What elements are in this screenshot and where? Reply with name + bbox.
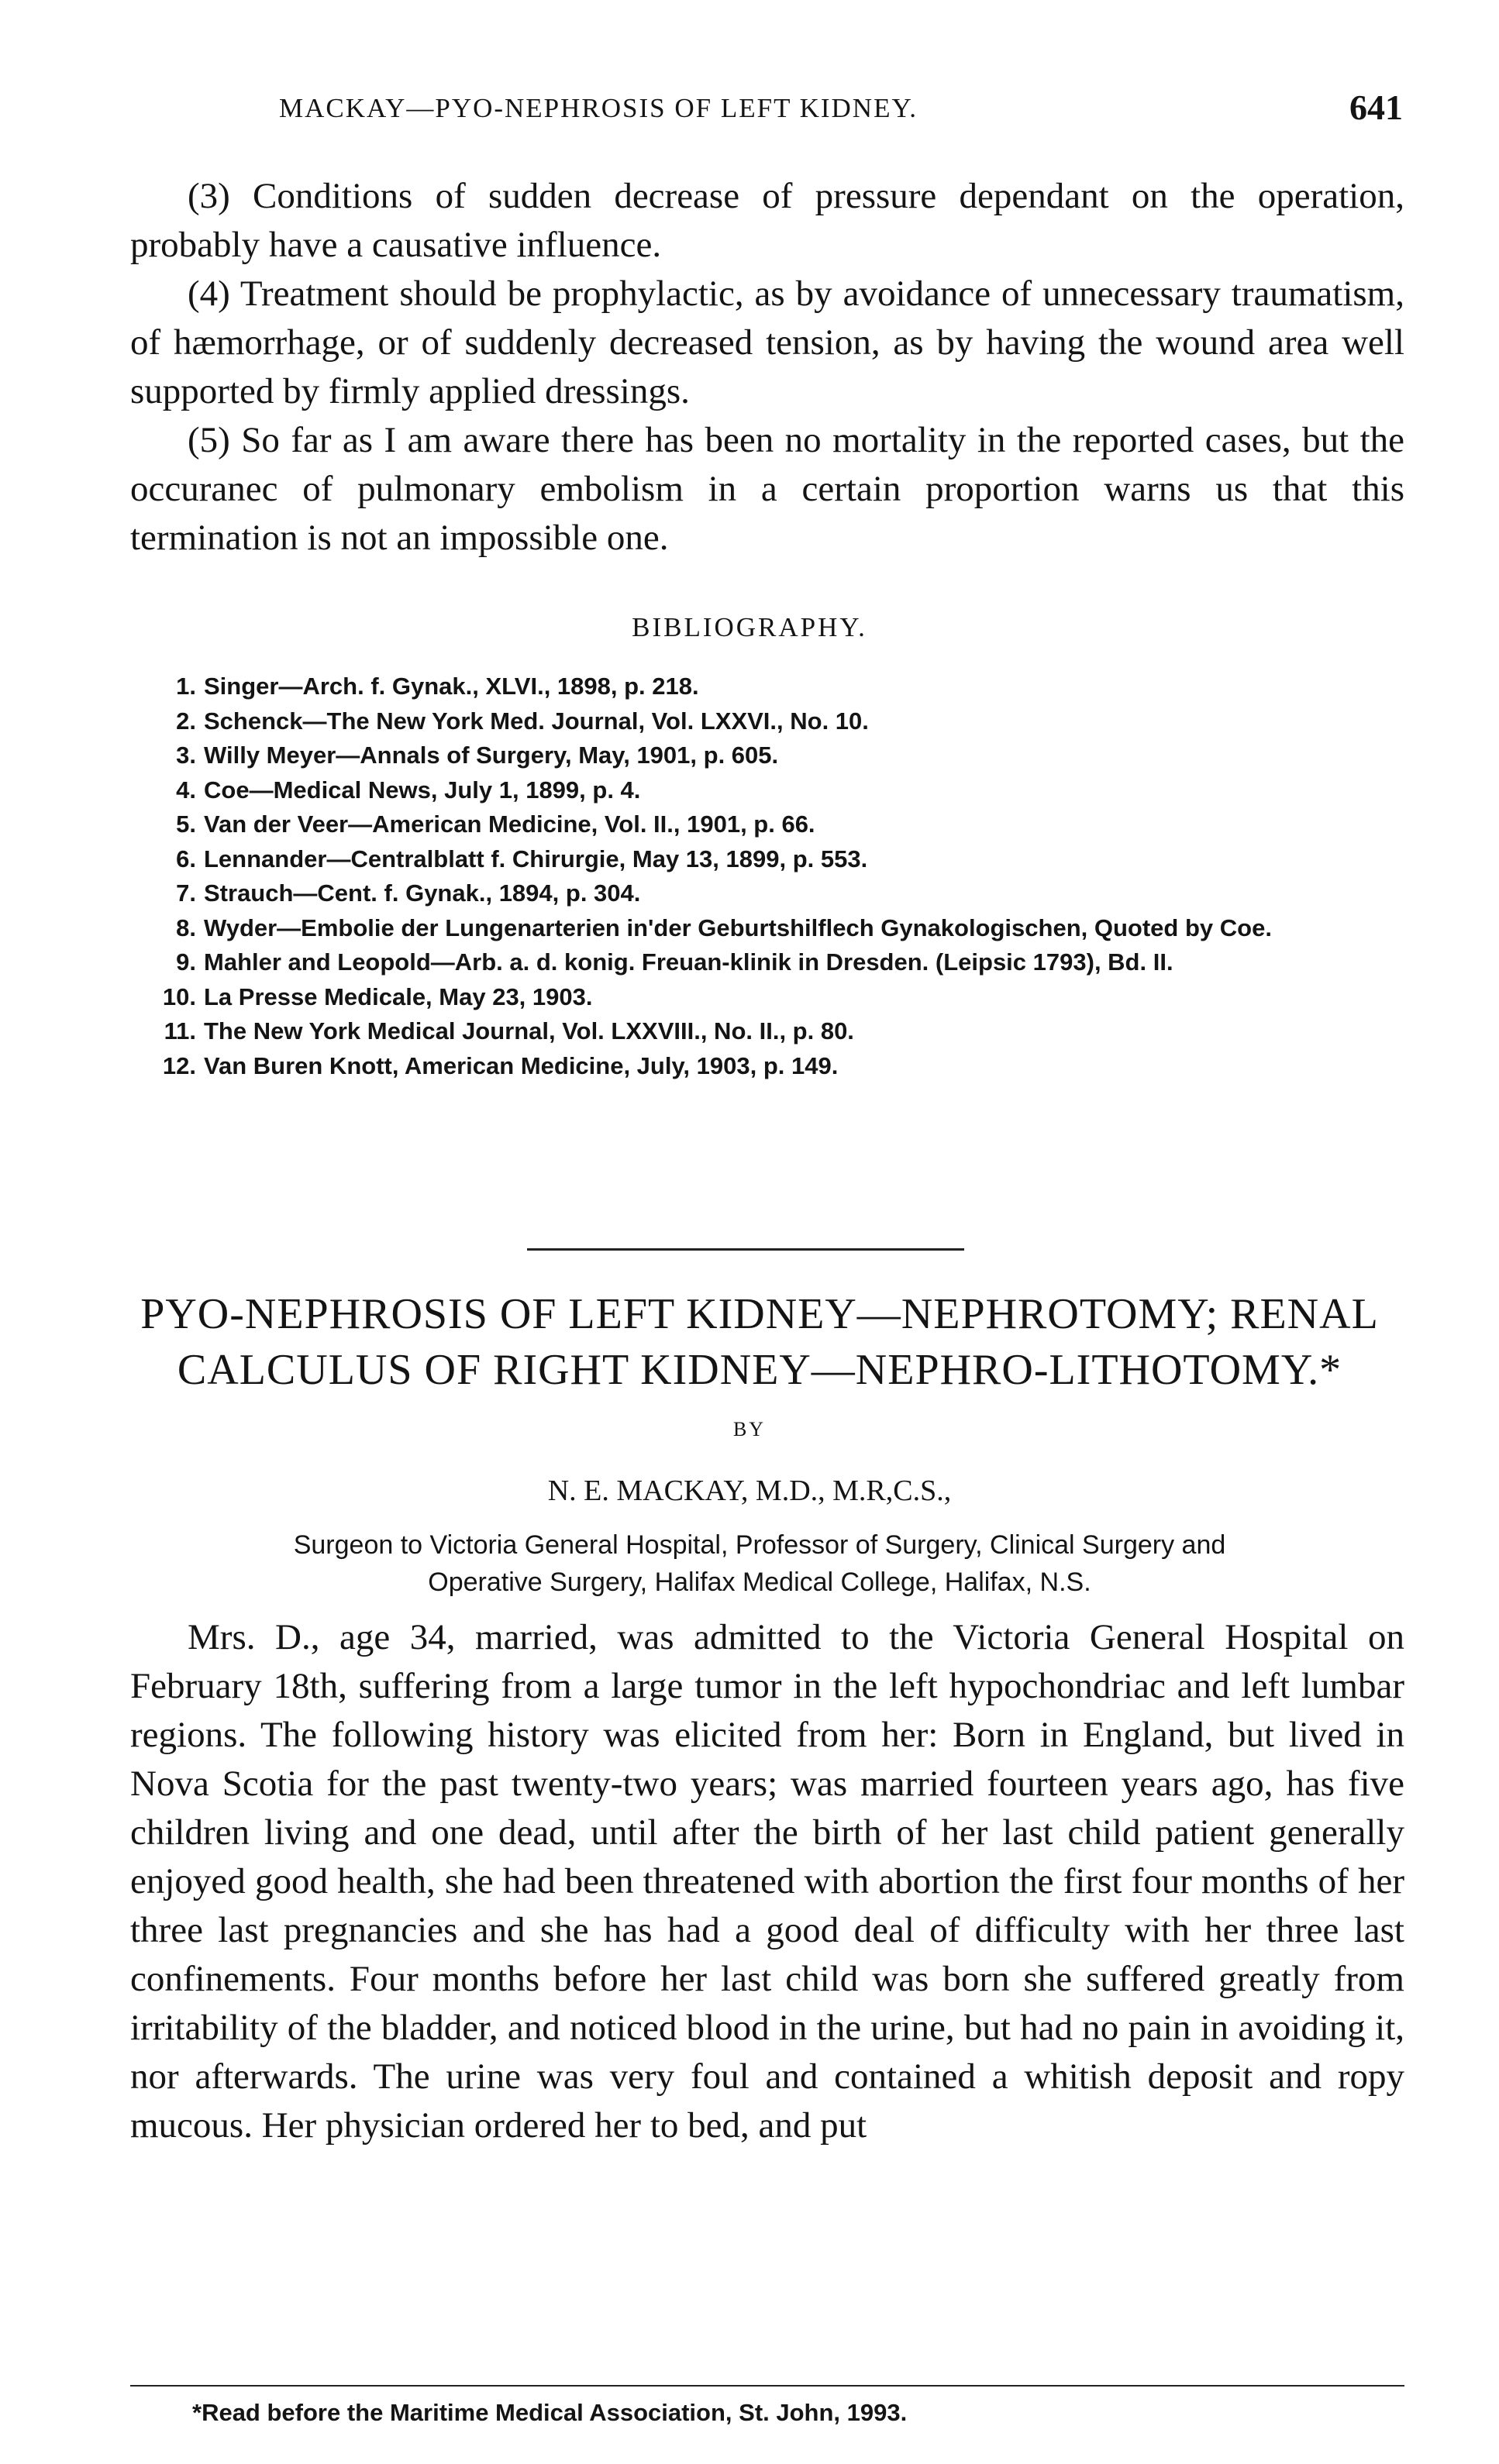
bibliography-text: Van Buren Knott, American Medicine, July, 1903, p. 149. — [204, 1051, 839, 1079]
section-divider — [527, 1248, 964, 1251]
bibliography-text: The New York Medical Journal, Vol. LXXVIII., No. II., p. 80. — [204, 1017, 854, 1044]
bibliography-item — [159, 842, 1407, 877]
conclusion-5: (5) So far as I am aware there has been no mortality in the reported cases, but the occuranec of pulmonary embolism in a certain proportion warns us that this termination is not an impossible one. — [130, 420, 1404, 558]
bibliography-item — [159, 738, 1407, 773]
article-title — [116, 1286, 1403, 1398]
bibliography-item — [159, 876, 1407, 911]
affiliation-line-1: Surgeon to Victoria General Hospital, Professor of Surgery, Clinical Surgery and — [293, 1530, 1226, 1560]
bibliography-number: 4. — [176, 776, 196, 804]
bibliography-number: 12. — [162, 1051, 196, 1079]
bibliography-number: 9. — [176, 948, 196, 976]
bibliography-list — [159, 669, 1407, 1083]
bibliography-item — [159, 945, 1407, 980]
bibliography-item — [159, 807, 1407, 842]
bibliography-number: 10. — [162, 983, 196, 1010]
affiliation-line-2: Operative Surgery, Halifax Medical College, Halifax, N.S. — [428, 1568, 1091, 1597]
article-body — [130, 1613, 1404, 2150]
bibliography-item — [159, 1049, 1407, 1084]
bibliography-text: Van der Veer—American Medicine, Vol. II., 1901, p. 66. — [204, 810, 815, 838]
byline-by: BY — [732, 1418, 767, 1440]
author-affiliation — [116, 1526, 1403, 1601]
conclusions — [130, 172, 1404, 563]
bibliography-item — [159, 980, 1407, 1015]
conclusion-3: (3) Conditions of sudden decrease of pressure dependant on the operation, probably have a causative influence. — [130, 176, 1404, 265]
bibliography-heading: BIBLIOGRAPHY. — [632, 612, 867, 642]
bibliography-number: 11. — [164, 1017, 196, 1044]
bibliography-number: 6. — [176, 845, 196, 872]
bibliography-item — [159, 1014, 1407, 1049]
conclusion-4: (4) Treatment should be prophylactic, as by avoidance of unnecessary traumatism, of hæmorrhage, or of suddenly decreased tension, as by having the wound area well supported by firmly applied dressings. — [130, 274, 1404, 411]
bibliography-text: Schenck—The New York Med. Journal, Vol. LXXVI., No. 10. — [204, 707, 869, 735]
bibliography-number: 3. — [176, 742, 196, 769]
article-title-line-2: CALCULUS OF RIGHT KIDNEY—NEPHRO-LITHOTOMY.* — [177, 1346, 1342, 1394]
bibliography-number: 8. — [176, 914, 196, 941]
footnote-rule — [130, 2385, 1404, 2387]
author-name: N. E. MACKAY, M.D., M.R,C.S., — [547, 1475, 952, 1507]
bibliography-item — [159, 911, 1407, 946]
bibliography-item — [159, 669, 1407, 704]
running-head-title: MACKAY—PYO-NEPHROSIS OF LEFT KIDNEY. — [279, 93, 918, 123]
bibliography-text: Strauch—Cent. f. Gynak., 1894, p. 304. — [204, 879, 641, 907]
bibliography-text: Singer—Arch. f. Gynak., XLVI., 1898, p. 218. — [204, 673, 699, 700]
bibliography-text: Mahler and Leopold—Arb. a. d. konig. Freuan-klinik in Dresden. (Leipsic 1793), Bd. II. — [204, 948, 1173, 976]
bibliography-number: 2. — [176, 707, 196, 735]
bibliography-text: Wyder—Embolie der Lungenarterien in'der Geburtshilflech Gynakologischen, Quoted by Coe. — [204, 914, 1272, 941]
footnote: *Read before the Maritime Medical Association, St. John, 1993. — [192, 2399, 908, 2426]
bibliography-item — [159, 704, 1407, 739]
bibliography-text: La Presse Medicale, May 23, 1903. — [204, 983, 593, 1010]
bibliography-text: Willy Meyer—Annals of Surgery, May, 1901, p. 605. — [204, 742, 779, 769]
bibliography-text: Lennander—Centralblatt f. Chirurgie, May 13, 1899, p. 553. — [204, 845, 868, 872]
article-title-line-1: PYO-NEPHROSIS OF LEFT KIDNEY—NEPHROTOMY; RENAL — [140, 1290, 1379, 1338]
bibliography-number: 1. — [176, 673, 196, 700]
bibliography-number: 7. — [176, 879, 196, 907]
bibliography-number: 5. — [176, 810, 196, 838]
body-paragraph: Mrs. D., age 34, married, was admitted to the Victoria General Hospital on February 18th, suffering from a large tumor in the left hypochondriac and left lumbar regions. The following history was elicited from her: Born in England, but lived in Nova Scotia for the past twenty-two years; was married fourteen years ago, has five children living and one dead, until after the birth of her last child patient generally enjoyed good health, she had been threatened with abortion the first four months of her three last pregnancies and she has had a good deal of difficulty with her three last confinements. Four months before her last child was born she suffered greatly from irritability of the bladder, and noticed blood in the urine, but had no pain in avoiding it, nor afterwards. The urine was very foul and contained a whitish deposit and ropy mucous. Her physician ordered her to bed, and put — [130, 1617, 1404, 2146]
running-head — [279, 87, 1403, 133]
page-number: 641 — [1349, 88, 1403, 127]
bibliography-item — [159, 773, 1407, 808]
bibliography-text: Coe—Medical News, July 1, 1899, p. 4. — [204, 776, 641, 804]
